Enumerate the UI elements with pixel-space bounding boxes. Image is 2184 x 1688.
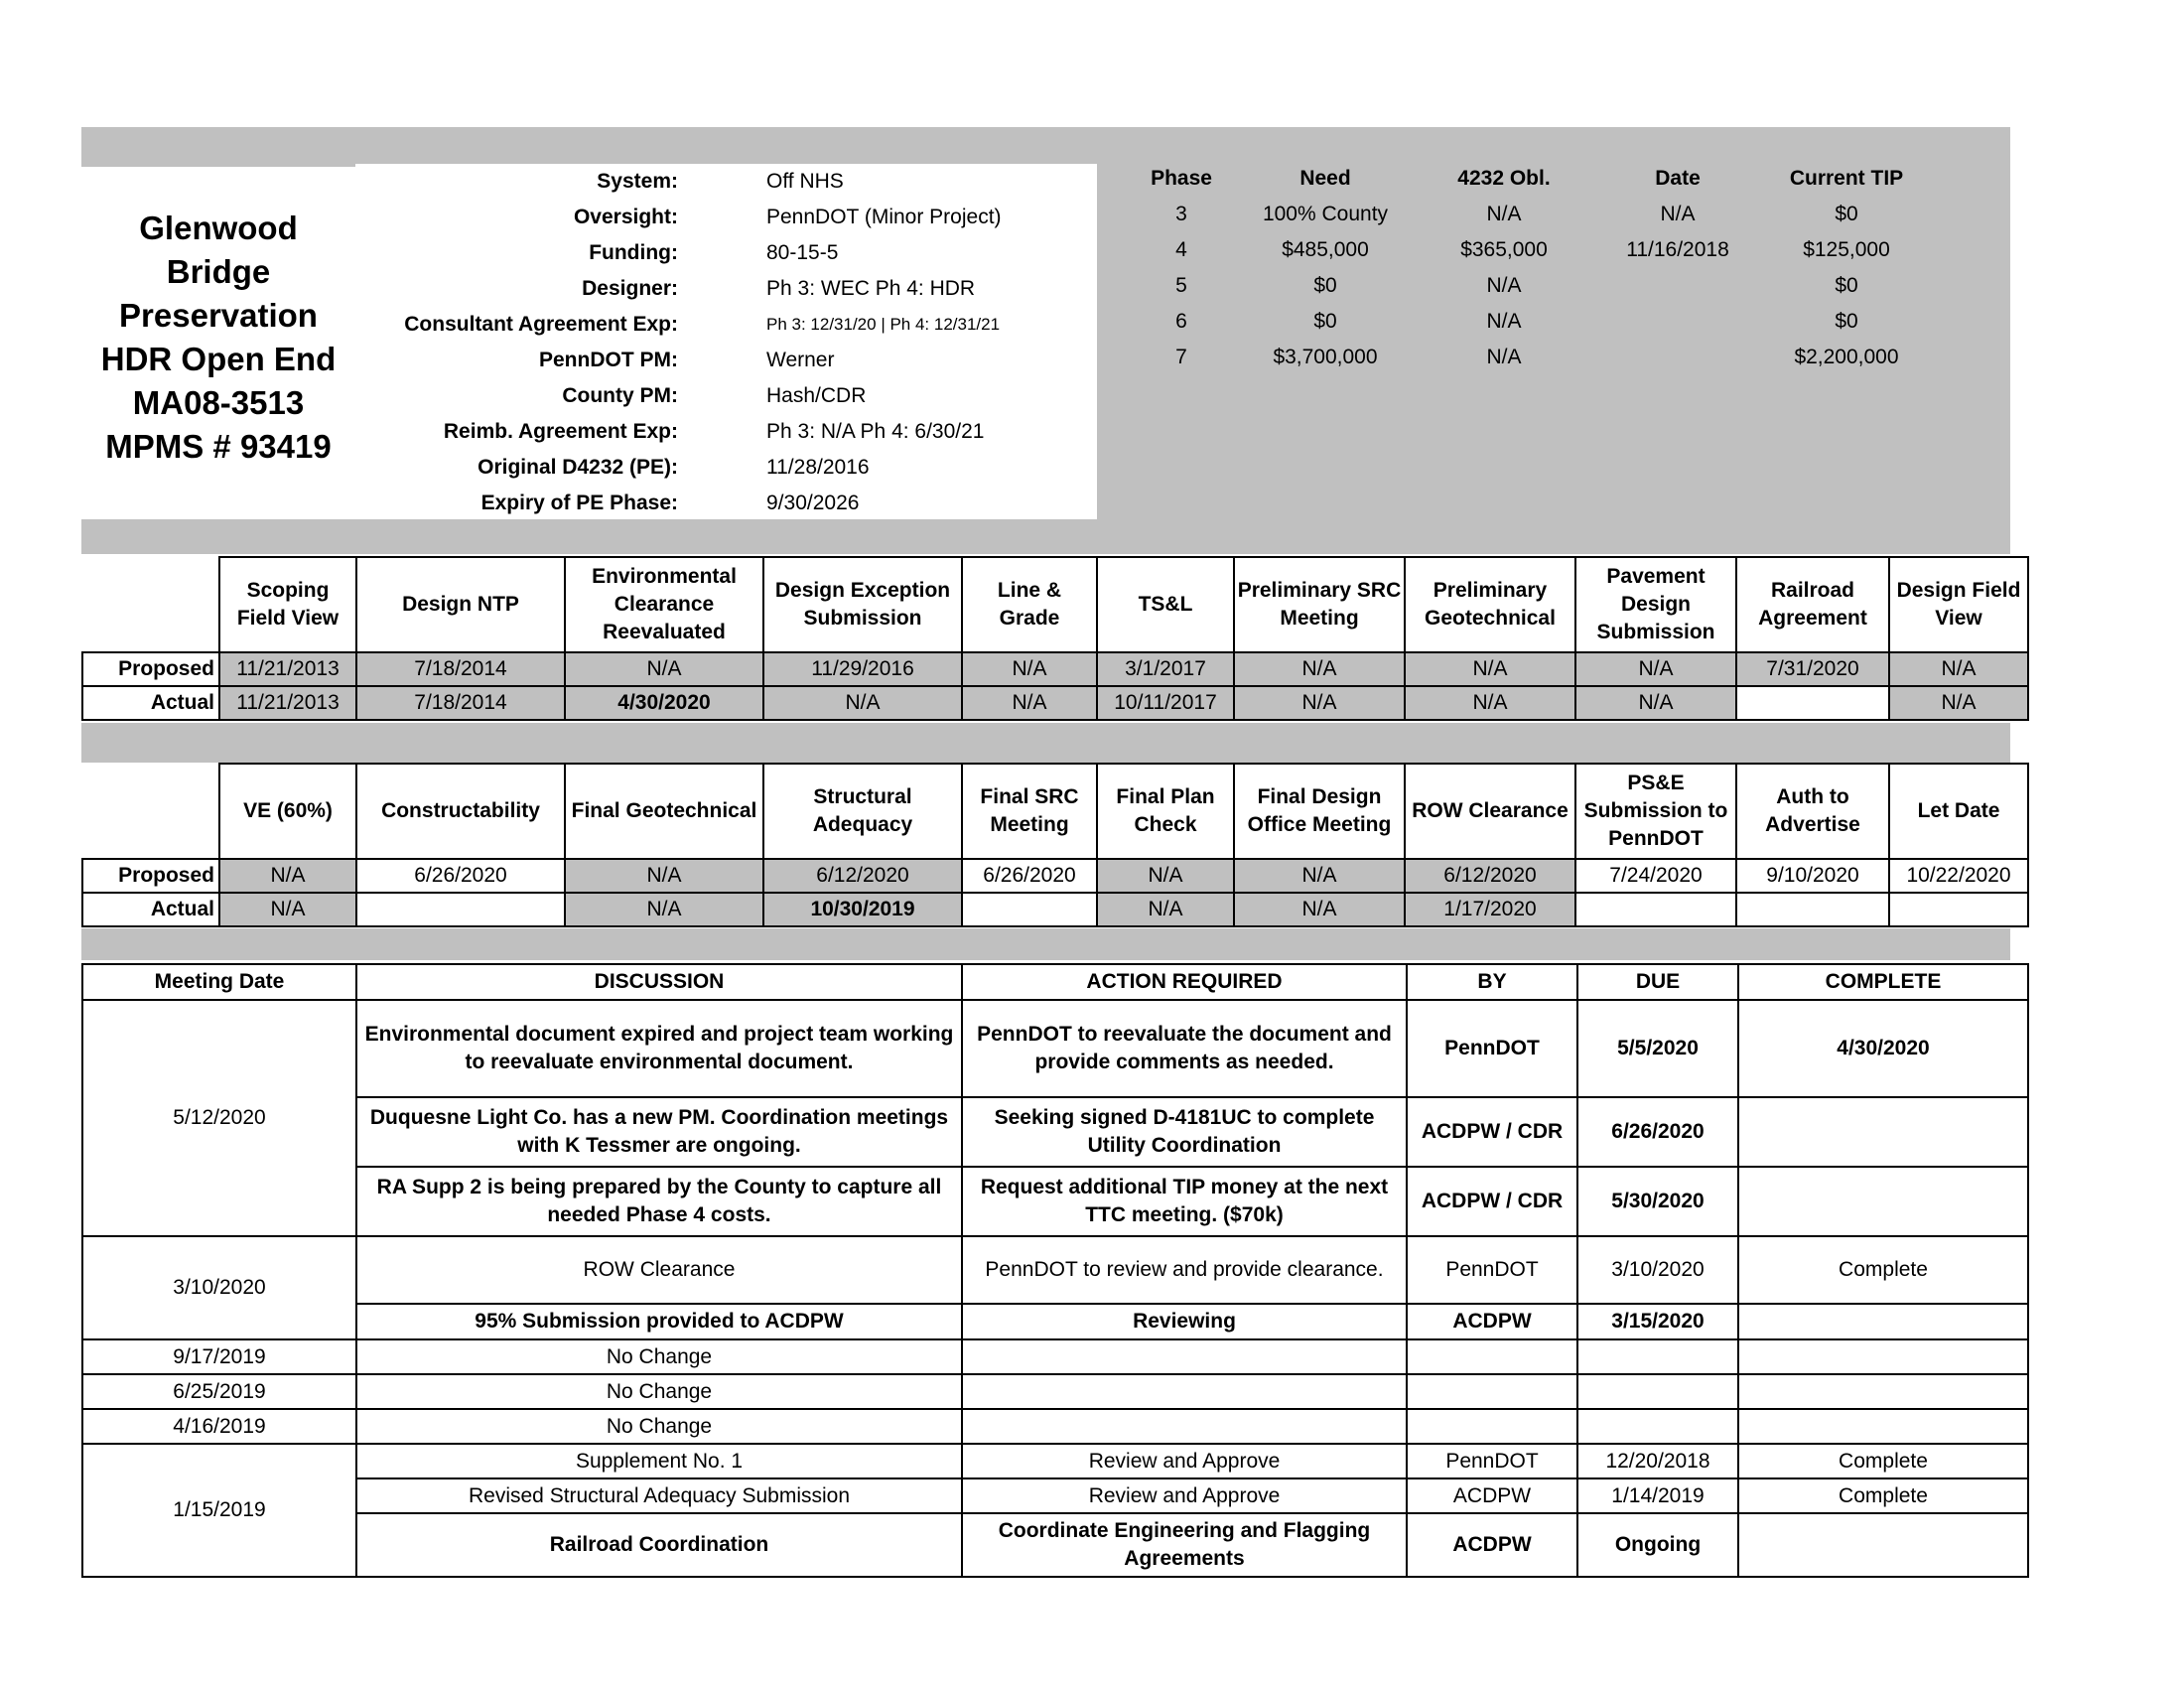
actual-date-cell: 7/18/2014 [356,686,565,720]
proposed-date-cell: N/A [962,652,1097,686]
by-cell: ACDPW / CDR [1407,1097,1577,1167]
info-label: County PM: [562,384,678,407]
actual-date-cell [1736,893,1889,926]
tip-cell: $0 [1835,310,1858,333]
proposed-date-cell: 6/12/2020 [1405,859,1575,893]
discussion-cell: No Change [356,1339,962,1374]
info-label: Designer: [582,277,678,300]
due-cell [1577,1409,1738,1444]
proposed-date-cell: 6/26/2020 [356,859,565,893]
complete-cell: Complete [1738,1236,2028,1304]
action-cell: Coordinate Engineering and Flagging Agreements [962,1513,1407,1577]
actual-date-cell: 11/21/2013 [219,686,356,720]
info-value: 9/30/2026 [766,492,860,514]
proposed-date-cell: 6/12/2020 [763,859,962,893]
column-header: Final Plan Check [1097,764,1234,859]
due-cell: 3/15/2020 [1577,1304,1738,1339]
proposed-date-cell: N/A [1234,652,1405,686]
meeting-date-cell: 1/15/2019 [82,1444,356,1577]
complete-cell [1738,1339,2028,1374]
discussion-cell: 95% Submission provided to ACDPW [356,1304,962,1339]
need-header: Need [1299,167,1351,190]
phase-cell: 5 [1175,274,1187,297]
project-title-line: HDR Open End [100,341,337,377]
info-label: Original D4232 (PE): [478,456,678,479]
meeting-date-cell: 6/25/2019 [82,1374,356,1409]
phase-header: Phase [1151,167,1212,190]
date-cell: 11/16/2018 [1626,238,1729,261]
row-label: Actual [82,893,219,926]
milestones-table-2 [81,763,2029,927]
meeting-row [82,1444,2028,1478]
info-row-penndot-pm [355,343,1097,378]
project-title-line: MA08-3513 [132,384,305,421]
obl-cell: N/A [1486,310,1522,333]
column-header: PS&E Submission to PennDOT [1575,764,1736,859]
date-cell: N/A [1660,203,1696,225]
action-cell: Review and Approve [962,1478,1407,1513]
column-header: Pavement Design Submission [1575,557,1736,652]
complete-cell [1738,1409,2028,1444]
proposed-date-cell: N/A [565,652,763,686]
meeting-row [82,1513,2028,1577]
actual-date-cell [1889,893,2028,926]
info-value: Ph 3: 12/31/20 | Ph 4: 12/31/21 [766,315,1001,334]
discussion-cell: Supplement No. 1 [356,1444,962,1478]
actual-date-cell: N/A [1234,893,1405,926]
meeting-row [82,1409,2028,1444]
milestones-1-header-row [82,557,2028,652]
meeting-row [82,1167,2028,1236]
action-cell: PennDOT to review and provide clearance. [962,1236,1407,1304]
info-row-consultant-agreement [355,307,1097,343]
corner-cell [82,764,219,859]
due-cell: 5/30/2020 [1577,1167,1738,1236]
meeting-date-cell: 3/10/2020 [82,1236,356,1339]
milestones-2-header-row [82,764,2028,859]
row-label: Proposed [82,652,219,686]
info-value: Off NHS [766,170,844,193]
milestones-table-1 [81,556,2029,721]
info-value: PennDOT (Minor Project) [766,206,1002,228]
info-row-original-d4232 [355,450,1097,486]
proposed-date-cell: N/A [1889,652,2028,686]
proposed-date-cell: N/A [1097,859,1234,893]
info-label: Oversight: [573,206,678,228]
actual-date-cell: 10/11/2017 [1097,686,1234,720]
discussion-cell: Railroad Coordination [356,1513,962,1577]
phase-cell: 3 [1175,203,1187,225]
tip-cell: $2,200,000 [1794,346,1899,368]
complete-cell [1738,1167,2028,1236]
actual-date-cell: N/A [1234,686,1405,720]
row-label: Proposed [82,859,219,893]
due-header: DUE [1577,964,1738,1000]
complete-header: COMPLETE [1738,964,2028,1000]
by-cell: PennDOT [1407,1000,1577,1097]
column-header: Line & Grade [962,557,1097,652]
proposed-date-cell: 7/18/2014 [356,652,565,686]
by-cell [1407,1409,1577,1444]
info-label: System: [597,170,678,193]
action-cell: Request additional TIP money at the next TTC meeting. ($70k) [962,1167,1407,1236]
action-cell [962,1339,1407,1374]
info-value: Ph 3: N/A Ph 4: 6/30/21 [766,420,985,443]
proposed-date-cell: 10/22/2020 [1889,859,2028,893]
actual-date-cell: N/A [1097,893,1234,926]
discussion-cell: ROW Clearance [356,1236,962,1304]
due-cell: 12/20/2018 [1577,1444,1738,1478]
column-header: Constructability [356,764,565,859]
by-cell: ACDPW [1407,1478,1577,1513]
complete-cell: 4/30/2020 [1738,1000,2028,1097]
action-cell: Seeking signed D-4181UC to complete Utility Coordination [962,1097,1407,1167]
complete-cell: Complete [1738,1444,2028,1478]
info-label: Funding: [589,241,678,264]
need-cell: $3,700,000 [1273,346,1378,368]
action-cell [962,1374,1407,1409]
discussion-cell: No Change [356,1374,962,1409]
tip-cell: $0 [1835,274,1858,297]
discussion-cell: Revised Structural Adequacy Submission [356,1478,962,1513]
corner-cell [82,557,219,652]
info-value: 11/28/2016 [766,456,870,479]
due-cell: 5/5/2020 [1577,1000,1738,1097]
column-header: TS&L [1097,557,1234,652]
column-header: Design Exception Submission [763,557,962,652]
column-header: Final Geotechnical [565,764,763,859]
action-cell: PennDOT to reevaluate the document and provide comments as needed. [962,1000,1407,1097]
proposed-date-cell: 11/21/2013 [219,652,356,686]
info-row-reimb-agreement [355,414,1097,450]
due-cell: 3/10/2020 [1577,1236,1738,1304]
column-header: Design NTP [356,557,565,652]
milestones-1-actual-row [82,686,2028,720]
project-info-block [355,164,1097,519]
column-header: Let Date [1889,764,2028,859]
phase-cell: 6 [1175,310,1187,333]
by-cell: PennDOT [1407,1444,1577,1478]
project-title-line: Bridge [166,253,271,290]
due-cell [1577,1339,1738,1374]
proposed-date-cell: N/A [565,859,763,893]
column-header: Preliminary SRC Meeting [1234,557,1405,652]
project-title-line: Glenwood [139,210,298,246]
phase-cell: 7 [1175,346,1187,368]
meeting-date-cell: 5/12/2020 [82,1000,356,1236]
tip-cell: $125,000 [1803,238,1890,261]
phase-funding-table [1097,161,2010,409]
complete-cell: Complete [1738,1478,2028,1513]
info-row-system [355,164,1097,200]
project-title [81,207,355,469]
info-value: 80-15-5 [766,241,839,264]
info-label: Consultant Agreement Exp: [404,313,678,336]
due-cell: Ongoing [1577,1513,1738,1577]
info-value: Ph 3: WEC Ph 4: HDR [766,277,976,300]
meetings-table [81,963,2029,1578]
milestones-1-proposed-row [82,652,2028,686]
due-cell [1577,1374,1738,1409]
complete-cell [1738,1097,2028,1167]
obl-cell: N/A [1486,274,1522,297]
info-row-county-pm [355,378,1097,414]
info-row-oversight [355,200,1097,235]
tip-cell: $0 [1835,203,1858,225]
actual-date-cell [1575,893,1736,926]
need-cell: $485,000 [1282,238,1369,261]
actual-date-cell: N/A [1889,686,2028,720]
info-label: PennDOT PM: [539,349,678,371]
actual-date-cell: N/A [1575,686,1736,720]
complete-cell [1738,1304,2028,1339]
phase-cell: 4 [1175,238,1187,261]
actual-date-cell [962,893,1097,926]
action-cell [962,1409,1407,1444]
actual-date-cell [1736,686,1889,720]
info-row-expiry-pe [355,486,1097,521]
by-cell: PennDOT [1407,1236,1577,1304]
by-cell [1407,1374,1577,1409]
project-title-line: Preservation [119,297,318,334]
obl-cell: $365,000 [1460,238,1548,261]
column-header: Railroad Agreement [1736,557,1889,652]
proposed-date-cell: N/A [219,859,356,893]
meeting-date-cell: 4/16/2019 [82,1409,356,1444]
info-value: Werner [766,349,835,371]
meeting-row [82,1000,2028,1097]
proposed-date-cell: N/A [1405,652,1575,686]
proposed-date-cell: N/A [1234,859,1405,893]
proposed-date-cell: 9/10/2020 [1736,859,1889,893]
meeting-row [82,1097,2028,1167]
by-header: BY [1407,964,1577,1000]
meeting-row [82,1374,2028,1409]
meeting-date-header: Meeting Date [82,964,356,1000]
proposed-date-cell: 7/24/2020 [1575,859,1736,893]
due-cell: 6/26/2020 [1577,1097,1738,1167]
proposed-date-cell: 6/26/2020 [962,859,1097,893]
proposed-date-cell: 11/29/2016 [763,652,962,686]
obl-header: 4232 Obl. [1457,167,1551,190]
due-cell: 1/14/2019 [1577,1478,1738,1513]
actual-date-cell: N/A [1405,686,1575,720]
discussion-header: DISCUSSION [356,964,962,1000]
by-cell: ACDPW [1407,1304,1577,1339]
obl-cell: N/A [1486,203,1522,225]
discussion-cell: RA Supp 2 is being prepared by the County to capture all needed Phase 4 costs. [356,1167,962,1236]
proposed-date-cell: N/A [1575,652,1736,686]
meeting-row [82,1236,2028,1304]
actual-date-cell: 1/17/2020 [1405,893,1575,926]
column-header: Scoping Field View [219,557,356,652]
info-label: Reimb. Agreement Exp: [443,420,678,443]
column-header: Environmental Clearance Reevaluated [565,557,763,652]
column-header: VE (60%) [219,764,356,859]
need-cell: $0 [1313,274,1337,297]
column-header: Preliminary Geotechnical [1405,557,1575,652]
band-between-tables-1 [81,723,2010,763]
by-cell: ACDPW [1407,1513,1577,1577]
column-header: ROW Clearance [1405,764,1575,859]
column-header: Structural Adequacy [763,764,962,859]
need-cell: $0 [1313,310,1337,333]
info-value: Hash/CDR [766,384,867,407]
discussion-cell: No Change [356,1409,962,1444]
info-row-designer [355,271,1097,307]
obl-cell: N/A [1486,346,1522,368]
proposed-date-cell: 3/1/2017 [1097,652,1234,686]
current-tip-header: Current TIP [1789,167,1904,190]
meeting-row [82,1339,2028,1374]
column-header: Final SRC Meeting [962,764,1097,859]
info-label: Expiry of PE Phase: [480,492,678,514]
complete-cell [1738,1374,2028,1409]
action-cell: Reviewing [962,1304,1407,1339]
meeting-date-cell: 9/17/2019 [82,1339,356,1374]
milestones-2-proposed-row [82,859,2028,893]
actual-date-cell: N/A [219,893,356,926]
proposed-date-cell: 7/31/2020 [1736,652,1889,686]
band-between-tables-2 [81,928,2010,960]
discussion-cell: Duquesne Light Co. has a new PM. Coordination meetings with K Tessmer are ongoing. [356,1097,962,1167]
action-required-header: ACTION REQUIRED [962,964,1407,1000]
by-cell [1407,1339,1577,1374]
date-header: Date [1655,167,1701,190]
discussion-cell: Environmental document expired and project team working to reevaluate environmental document. [356,1000,962,1097]
actual-date-cell: N/A [565,893,763,926]
actual-date-cell [356,893,565,926]
project-title-line: MPMS # 93419 [105,428,332,465]
milestones-2-actual-row [82,893,2028,926]
actual-date-cell: N/A [962,686,1097,720]
column-header: Auth to Advertise [1736,764,1889,859]
need-cell: 100% County [1262,203,1389,225]
complete-cell [1738,1513,2028,1577]
meeting-row [82,1478,2028,1513]
info-row-funding [355,235,1097,271]
actual-date-cell: 4/30/2020 [565,686,763,720]
row-label: Actual [82,686,219,720]
project-title-block [81,167,355,519]
meeting-row [82,1304,2028,1339]
action-cell: Review and Approve [962,1444,1407,1478]
actual-date-cell: N/A [763,686,962,720]
column-header: Final Design Office Meeting [1234,764,1405,859]
column-header: Design Field View [1889,557,2028,652]
meetings-header-row [82,964,2028,1000]
by-cell: ACDPW / CDR [1407,1167,1577,1236]
actual-date-cell: 10/30/2019 [763,893,962,926]
